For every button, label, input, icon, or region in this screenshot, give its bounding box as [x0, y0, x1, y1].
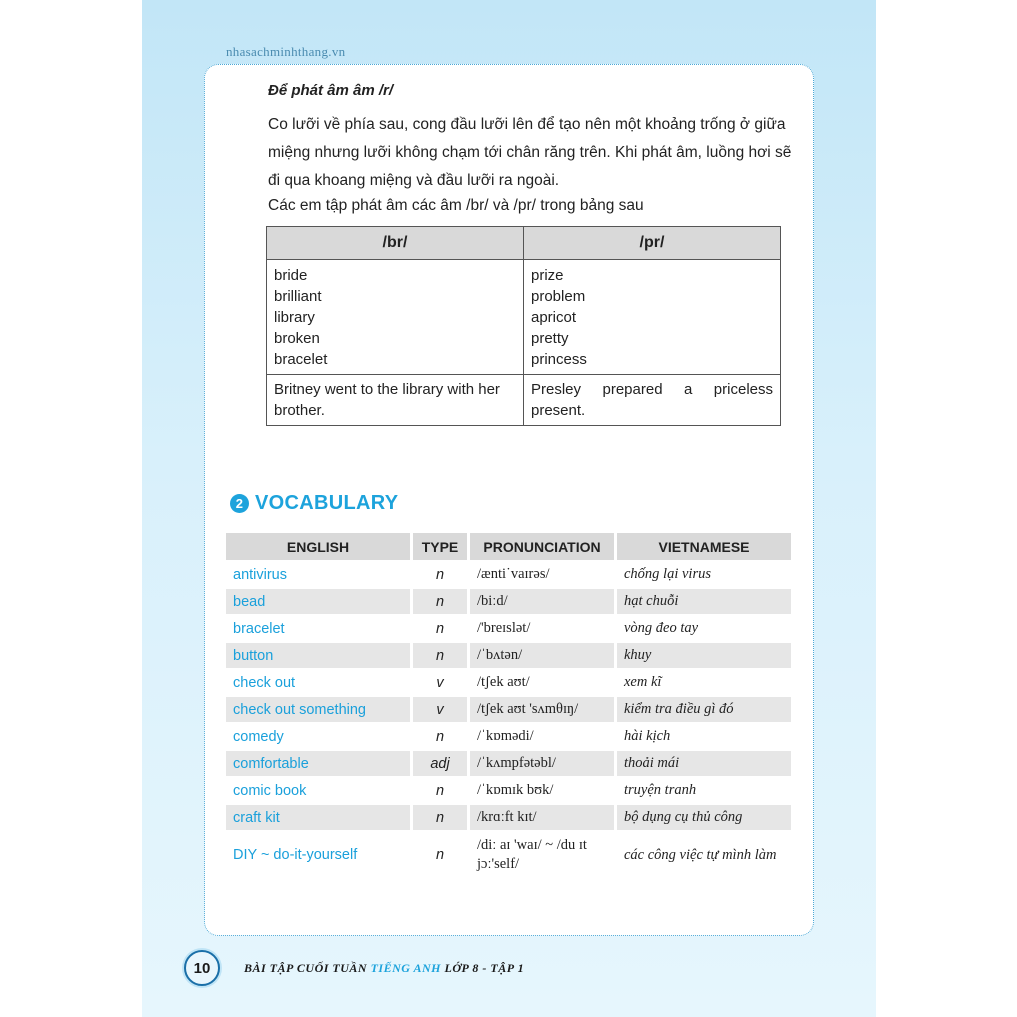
practice-table: [266, 226, 781, 426]
vocab-pronunciation: /ˈbʌtən/: [470, 643, 617, 668]
vocab-vietnamese: vòng đeo tay: [624, 620, 699, 636]
vocab-type: n: [413, 616, 470, 641]
vocab-type: adj: [413, 751, 470, 776]
vocabulary-title: VOCABULARY: [255, 492, 399, 514]
page-number: 10: [184, 950, 220, 986]
vocab-pronunciation: /biːd/: [470, 589, 617, 614]
br-word: bride: [274, 267, 308, 284]
book-title-part: BÀI TẬP CUỐI TUẦN: [244, 960, 371, 975]
pr-words-cell: [524, 260, 781, 375]
vocab-row: [226, 832, 791, 878]
vocab-pronunciation: /tʃek aʊt/: [470, 670, 617, 695]
br-words-cell: [267, 260, 524, 375]
book-title-part: LỚP 8 - TẬP 1: [440, 960, 525, 975]
watermark: nhasachminhthang.vn: [226, 44, 346, 59]
vocab-type: n: [413, 778, 470, 803]
vocab-type: v: [413, 670, 470, 695]
vocab-english: button: [226, 643, 413, 668]
vocab-english: comedy: [226, 724, 413, 749]
vocab-row: [226, 562, 791, 587]
pr-word: problem: [531, 288, 586, 305]
vocab-english: comfortable: [226, 751, 413, 776]
vocab-type: v: [413, 697, 470, 722]
col-type: TYPE: [413, 533, 470, 560]
page-footer: [184, 950, 524, 986]
vocab-type: n: [413, 724, 470, 749]
vocab-row: [226, 589, 791, 614]
section-heading: Để phát âm âm /r/: [268, 82, 394, 99]
col-vietnamese: VIETNAMESE: [617, 533, 791, 560]
vocab-english: comic book: [226, 778, 413, 803]
vocab-vietnamese: chống lại virus: [624, 566, 711, 582]
book-title: [244, 961, 524, 976]
section-number-badge: 2: [230, 494, 249, 513]
vocab-type: n: [413, 589, 470, 614]
vocab-english: bead: [226, 589, 413, 614]
vocab-pronunciation: /'breɪslət/: [470, 616, 617, 641]
vocab-row: [226, 724, 791, 749]
vocab-pronunciation: /ˈkʌmpfətəbl/: [470, 751, 617, 776]
book-title-highlight: TIẾNG ANH: [370, 960, 441, 975]
vocab-pronunciation: /diː aɪ 'waɪ/ ~ /du ɪt jɔː'self/: [470, 832, 617, 878]
vocab-row: [226, 778, 791, 803]
vocab-pronunciation: /tʃek aʊt 'sʌmθɪŋ/: [470, 697, 617, 722]
vocab-pronunciation: /ænti˙vaɪrəs/: [470, 562, 617, 587]
pr-sentence: [524, 375, 781, 426]
vocab-english: check out something: [226, 697, 413, 722]
table-intro: Các em tập phát âm các âm /br/ và /pr/ trong bảng sau: [268, 197, 644, 214]
br-word: brilliant: [274, 288, 322, 305]
instruction-paragraph: Co lưỡi về phía sau, cong đầu lưỡi lên để tạo nên một khoảng trống ở giữa miệng nhưng lưỡi không chạm tới chân răng trên. Khi phát âm, luồng hơi sẽ đi qua khoang miệng và đầu lưỡi ra ngoài.: [268, 116, 792, 189]
vocab-vietnamese: [617, 832, 791, 878]
vocab-vietnamese: bộ dụng cụ thủ công: [617, 805, 791, 830]
br-sentence: Britney went to the library with her brother.: [267, 375, 524, 426]
vocab-row: [226, 670, 791, 695]
vocabulary-heading: [230, 492, 398, 515]
pr-word: princess: [531, 351, 587, 368]
vocab-row: [226, 643, 791, 668]
vocab-english: DIY ~ do-it-yourself: [226, 832, 413, 878]
vocab-vietnamese: kiểm tra điều gì đó: [617, 697, 791, 722]
vocab-english: craft kit: [226, 805, 413, 830]
br-word: bracelet: [274, 351, 328, 368]
vocab-vietnamese: khuy: [617, 643, 791, 668]
vocab-type: n: [413, 643, 470, 668]
vocab-english: check out: [226, 670, 413, 695]
vocabulary-table: [226, 531, 791, 880]
br-word: library: [274, 309, 315, 326]
header-br: /br/: [267, 227, 524, 260]
vocab-type: n: [413, 562, 470, 587]
vocab-english: bracelet: [226, 616, 413, 641]
vocab-row: [226, 697, 791, 722]
header-pr: /pr/: [524, 227, 781, 260]
vocab-vietnamese-text: các công việc tự mình làm: [624, 846, 777, 863]
vocab-vietnamese: hài kịch: [624, 728, 671, 744]
pr-word: prize: [531, 267, 564, 284]
col-english: ENGLISH: [226, 533, 413, 560]
br-word: broken: [274, 330, 320, 347]
col-pronunciation: PRONUNCIATION: [470, 533, 617, 560]
vocab-pronunciation: /ˈkɒmɪk bʊk/: [470, 778, 617, 803]
vocab-vietnamese: thoải mái: [617, 751, 791, 776]
vocab-pronunciation: /ˈkɒmədi/: [470, 724, 617, 749]
pr-sentence-text: Presley prepared a priceless present.: [531, 381, 773, 419]
vocab-type: n: [413, 832, 470, 878]
vocab-row: [226, 616, 791, 641]
vocab-english: antivirus: [226, 562, 413, 587]
vocab-vietnamese: xem kĩ: [624, 674, 662, 690]
vocab-vietnamese: hạt chuỗi: [617, 589, 791, 614]
pr-word: apricot: [531, 309, 577, 326]
vocab-row: [226, 805, 791, 830]
vocab-row: [226, 751, 791, 776]
vocab-type: n: [413, 805, 470, 830]
pr-word: pretty: [531, 330, 569, 347]
vocab-vietnamese: truyện tranh: [624, 782, 697, 798]
vocab-pronunciation: /krɑːft kɪt/: [470, 805, 617, 830]
